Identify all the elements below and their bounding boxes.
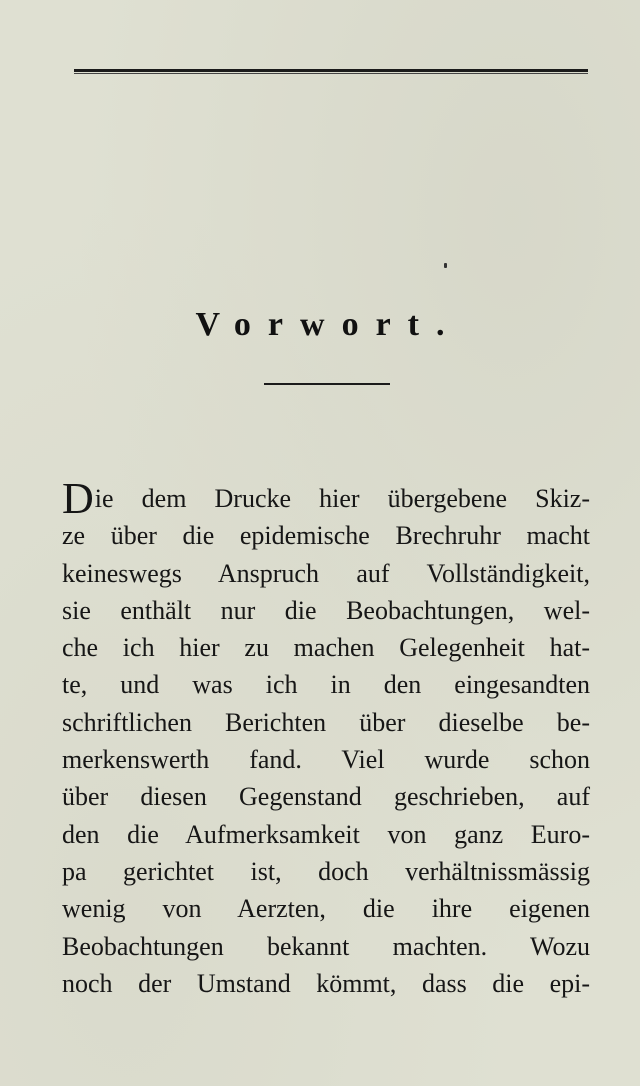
text-line: wenig von Aerzten, die ihre eigenen <box>62 894 590 924</box>
drop-cap: D <box>62 474 94 523</box>
text-line: über diesen Gegenstand geschrieben, auf <box>62 782 590 812</box>
text-line: Beobachtungen bekannt machten. Wozu <box>62 931 590 961</box>
text-line <box>62 474 590 523</box>
text-line: keineswegs Anspruch auf Vollständigkeit, <box>62 558 590 588</box>
top-rule <box>74 69 588 72</box>
title-divider <box>264 383 390 385</box>
text-line: schriftlichen Berichten über dieselbe be- <box>62 707 590 737</box>
ink-speck <box>444 263 447 268</box>
text-line: merkenswerth fand. Viel wurde schon <box>62 745 590 775</box>
top-rule-thin <box>74 73 588 74</box>
text-line: den die Aufmerksamkeit von ganz Euro- <box>62 819 590 849</box>
text-line: noch der Umstand kömmt, dass die epi- <box>62 968 590 998</box>
text-line: che ich hier zu machen Gelegenheit hat- <box>62 633 590 663</box>
page-title: Vorwort. <box>195 306 462 343</box>
text-line-content: ie dem Drucke hier übergebene Skiz- <box>94 484 590 513</box>
text-line: ze über die epidemische Brechruhr macht <box>62 521 590 551</box>
text-line: sie enthält nur die Beobachtungen, wel- <box>62 595 590 625</box>
text-line: te, und was ich in den eingesandten <box>62 670 590 700</box>
text-line: pa gerichtet ist, doch verhältnissmässig <box>62 856 590 886</box>
body-paragraph <box>62 474 590 1002</box>
